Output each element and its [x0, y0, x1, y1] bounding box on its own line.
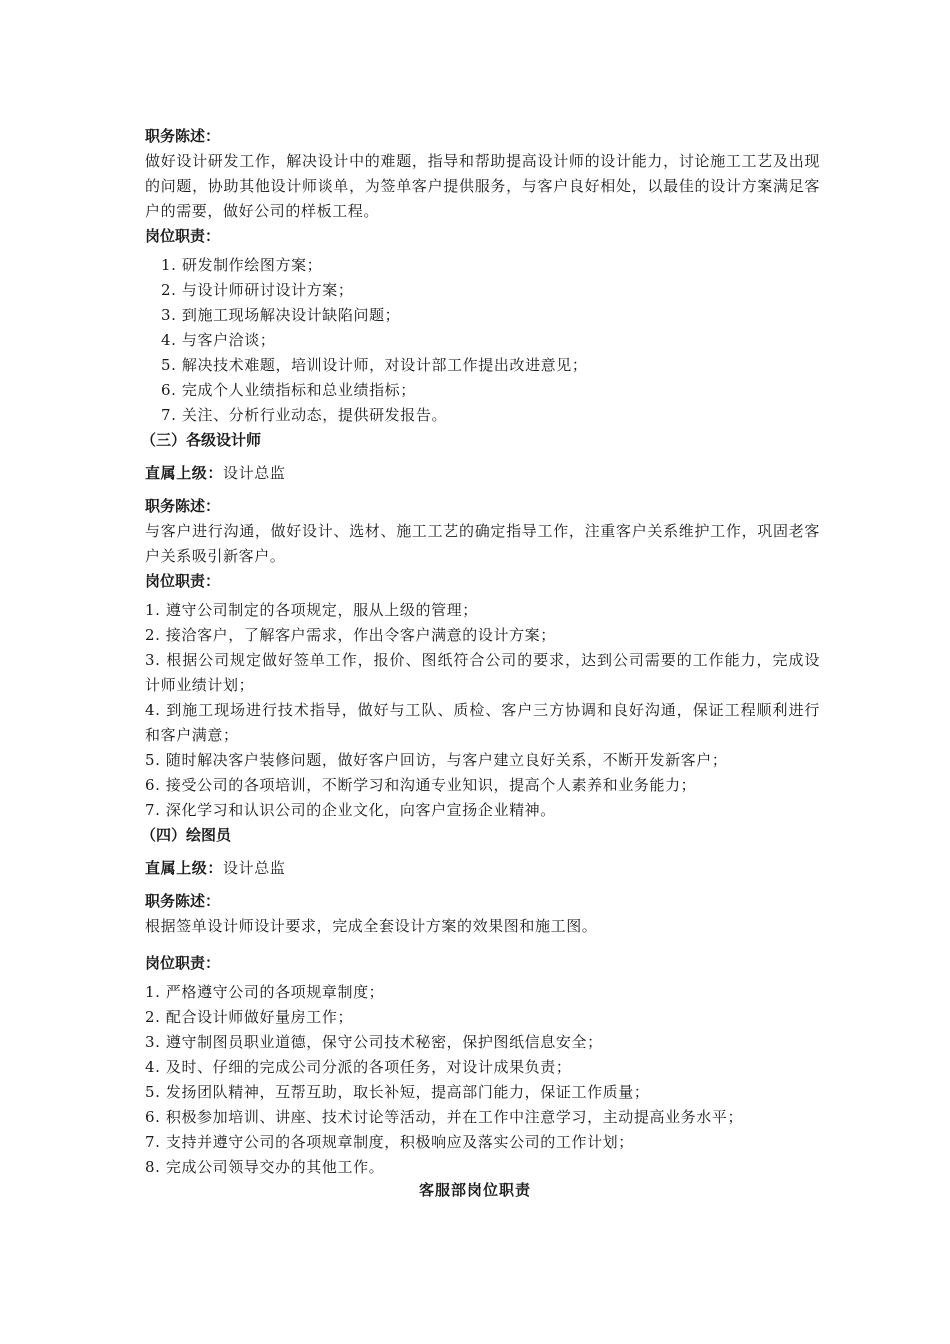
- list-item: 6. 完成个人业绩指标和总业绩指标；: [161, 381, 416, 399]
- superior-row: [145, 461, 820, 486]
- list-item: 7. 关注、分析行业动态，提供研发报告。: [161, 406, 448, 424]
- list-item: 2. 配合设计师做好量房工作；: [145, 1008, 354, 1026]
- responsibility-label: 岗位职责：: [145, 572, 221, 590]
- list-item: 7. 深化学习和认识公司的企业文化，向客户宣扬企业精神。: [145, 801, 556, 819]
- section-title-designer: （三）各级设计师: [141, 431, 262, 449]
- list-item: 4. 及时、仔细的完成公司分派的各项任务，对设计成果负责；: [145, 1058, 572, 1076]
- list-item: 8. 完成公司领导交办的其他工作。: [145, 1158, 385, 1176]
- list-item: 3. 遵守制图员职业道德，保守公司技术秘密，保护图纸信息安全；: [145, 1033, 603, 1051]
- duty-label: 职务陈述：: [145, 892, 221, 910]
- superior-value: 设计总监: [223, 859, 286, 877]
- list-item: 1. 研发制作绘图方案；: [161, 256, 323, 274]
- list-item: 4. 到施工现场进行技术指导，做好与工队、质检、客户三方协调和良好沟通，保证工程顺利进行和客户满意；: [145, 701, 820, 744]
- document-body: [141, 124, 820, 1180]
- list-item: 7. 支持并遵守公司的各项规章制度，积极响应及落实公司的工作计划；: [145, 1133, 634, 1151]
- list-item: 5. 随时解决客户装修问题，做好客户回访，与客户建立良好关系，不断开发新客户；: [145, 751, 728, 769]
- duty-text: 根据签单设计师设计要求，完成全套设计方案的效果图和施工图。: [145, 917, 598, 935]
- responsibility-list: [145, 253, 820, 428]
- responsibility-list: [145, 980, 820, 1180]
- section-title-drafter: （四）绘图员: [141, 826, 232, 844]
- duty-label: 职务陈述：: [145, 127, 221, 145]
- superior-label: 直属上级：: [145, 464, 224, 482]
- list-item: 5. 发扬团队精神，互帮互助，取长补短，提高部门能力，保证工作质量；: [145, 1083, 650, 1101]
- responsibility-label: 岗位职责：: [145, 227, 221, 245]
- superior-row: [145, 856, 820, 881]
- list-item: 2. 接洽客户，了解客户需求，作出令客户满意的设计方案；: [145, 626, 556, 644]
- list-item: 6. 积极参加培训、讲座、技术讨论等活动，并在工作中注意学习，主动提高业务水平；: [145, 1108, 744, 1126]
- superior-value: 设计总监: [223, 464, 286, 482]
- superior-label: 直属上级：: [145, 859, 224, 877]
- list-item: 1. 遵守公司制定的各项规定，服从上级的管理；: [145, 601, 478, 619]
- duty-label: 职务陈述：: [145, 497, 221, 515]
- section-heading-customer-service: 客服部岗位职责: [418, 1181, 531, 1199]
- duty-text: 做好设计研发工作，解决设计中的难题，指导和帮助提高设计师的设计能力，讨论施工工艺及出现的问题，协助其他设计师谈单，为签单客户提供服务，与客户良好相处，以最佳的设计方案满足客户的需要，做好公司的样板工程。: [145, 152, 820, 220]
- list-item: 1. 严格遵守公司的各项规章制度；: [145, 983, 385, 1001]
- list-item: 3. 根据公司规定做好签单工作，报价、图纸符合公司的要求，达到公司需要的工作能力，完成设计师业绩计划；: [145, 651, 820, 694]
- list-item: 3. 到施工现场解决设计缺陷问题；: [161, 306, 401, 324]
- responsibility-list: [145, 598, 820, 823]
- list-item: 4. 与客户洽谈；: [161, 331, 276, 349]
- responsibility-label: 岗位职责：: [145, 954, 221, 972]
- list-item: 5. 解决技术难题，培训设计师，对设计部工作提出改进意见；: [161, 356, 588, 374]
- list-item: 6. 接受公司的各项培训，不断学习和沟通专业知识，提高个人素养和业务能力；: [145, 776, 697, 794]
- duty-text: 与客户进行沟通，做好设计、选材、施工工艺的确定指导工作，注重客户关系维护工作，巩固老客户关系吸引新客户。: [145, 522, 820, 565]
- list-item: 2. 与设计师研讨设计方案；: [161, 281, 354, 299]
